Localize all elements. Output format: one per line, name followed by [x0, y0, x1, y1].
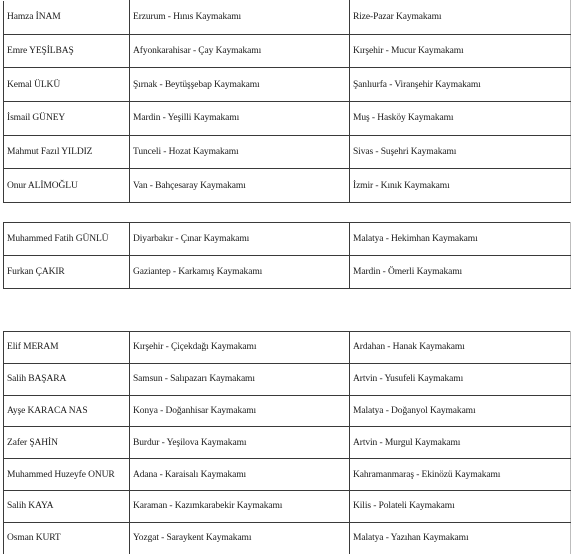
person-name-cell: Onur ALİMOĞLU	[4, 169, 130, 203]
current-post-cell: Mardin - Yeşilli Kaymakamı	[130, 102, 350, 136]
new-post-cell: Artvin - Yusufeli Kaymakamı	[350, 363, 571, 395]
table-row	[4, 332, 571, 364]
person-name-cell: Elif MERAM	[4, 332, 130, 364]
new-post-cell: Artvin - Murgul Kaymakamı	[350, 427, 571, 459]
person-name-cell: Ayşe KARACA NAS	[4, 395, 130, 427]
person-name-cell: Salih KAYA	[4, 490, 130, 522]
new-post-cell: Sivas - Suşehri Kaymakamı	[350, 135, 571, 169]
person-name-cell: Hamza İNAM	[4, 1, 130, 35]
person-name-cell: Osman KURT	[4, 522, 130, 554]
current-post-cell: Konya - Doğanhisar Kaymakamı	[130, 395, 350, 427]
person-name-cell: İsmail GÜNEY	[4, 102, 130, 136]
table-row	[4, 522, 571, 554]
current-post-cell: Gaziantep - Karkamış Kaymakamı	[130, 256, 350, 289]
new-post-cell: Ardahan - Hanak Kaymakamı	[350, 332, 571, 364]
current-post-cell: Şırnak - Beytüşşebap Kaymakamı	[130, 68, 350, 102]
person-name-cell: Kemal ÜLKÜ	[4, 68, 130, 102]
current-post-cell: Burdur - Yeşilova Kaymakamı	[130, 427, 350, 459]
current-post-cell: Samsun - Salıpazarı Kaymakamı	[130, 363, 350, 395]
new-post-cell: Mardin - Ömerli Kaymakamı	[350, 256, 571, 289]
new-post-cell: Kilis - Polateli Kaymakamı	[350, 490, 571, 522]
new-post-cell: Şanlıurfa - Viranşehir Kaymakamı	[350, 68, 571, 102]
current-post-cell: Yozgat - Saraykent Kaymakamı	[130, 522, 350, 554]
appointments-table-1	[3, 0, 571, 203]
current-post-cell: Van - Bahçesaray Kaymakamı	[130, 169, 350, 203]
table-row	[4, 223, 571, 256]
current-post-cell: Afyonkarahisar - Çay Kaymakamı	[130, 34, 350, 68]
current-post-cell: Adana - Karaisalı Kaymakamı	[130, 459, 350, 491]
current-post-cell: Kırşehir - Çiçekdağı Kaymakamı	[130, 332, 350, 364]
person-name-cell: Salih BAŞARA	[4, 363, 130, 395]
appointments-table-2	[3, 222, 571, 289]
current-post-cell: Karaman - Kazımkarabekir Kaymakamı	[130, 490, 350, 522]
table-row	[4, 102, 571, 136]
table-body	[4, 332, 571, 555]
new-post-cell: Muş - Hasköy Kaymakamı	[350, 102, 571, 136]
table-row	[4, 459, 571, 491]
table-row	[4, 363, 571, 395]
table-row	[4, 427, 571, 459]
person-name-cell: Zafer ŞAHİN	[4, 427, 130, 459]
new-post-cell: Malatya - Hekimhan Kaymakamı	[350, 223, 571, 256]
person-name-cell: Muhammed Huzeyfe ONUR	[4, 459, 130, 491]
table-row	[4, 68, 571, 102]
table-row	[4, 490, 571, 522]
table-row	[4, 135, 571, 169]
table-body	[4, 223, 571, 289]
person-name-cell: Muhammed Fatih GÜNLÜ	[4, 223, 130, 256]
current-post-cell: Tunceli - Hozat Kaymakamı	[130, 135, 350, 169]
appointments-table-3	[3, 331, 571, 555]
new-post-cell: Malatya - Yazıhan Kaymakamı	[350, 522, 571, 554]
table-row	[4, 395, 571, 427]
table-row	[4, 169, 571, 203]
new-post-cell: İzmir - Kınık Kaymakamı	[350, 169, 571, 203]
table-body	[4, 1, 571, 203]
person-name-cell: Emre YEŞİLBAŞ	[4, 34, 130, 68]
table-row	[4, 34, 571, 68]
current-post-cell: Diyarbakır - Çınar Kaymakamı	[130, 223, 350, 256]
table-row	[4, 1, 571, 35]
person-name-cell: Furkan ÇAKIR	[4, 256, 130, 289]
new-post-cell: Malatya - Doğanyol Kaymakamı	[350, 395, 571, 427]
new-post-cell: Kahramanmaraş - Ekinözü Kaymakamı	[350, 459, 571, 491]
current-post-cell: Erzurum - Hınıs Kaymakamı	[130, 1, 350, 35]
person-name-cell: Mahmut Fazıl YILDIZ	[4, 135, 130, 169]
table-row	[4, 256, 571, 289]
new-post-cell: Kırşehir - Mucur Kaymakamı	[350, 34, 571, 68]
new-post-cell: Rize-Pazar Kaymakamı	[350, 1, 571, 35]
